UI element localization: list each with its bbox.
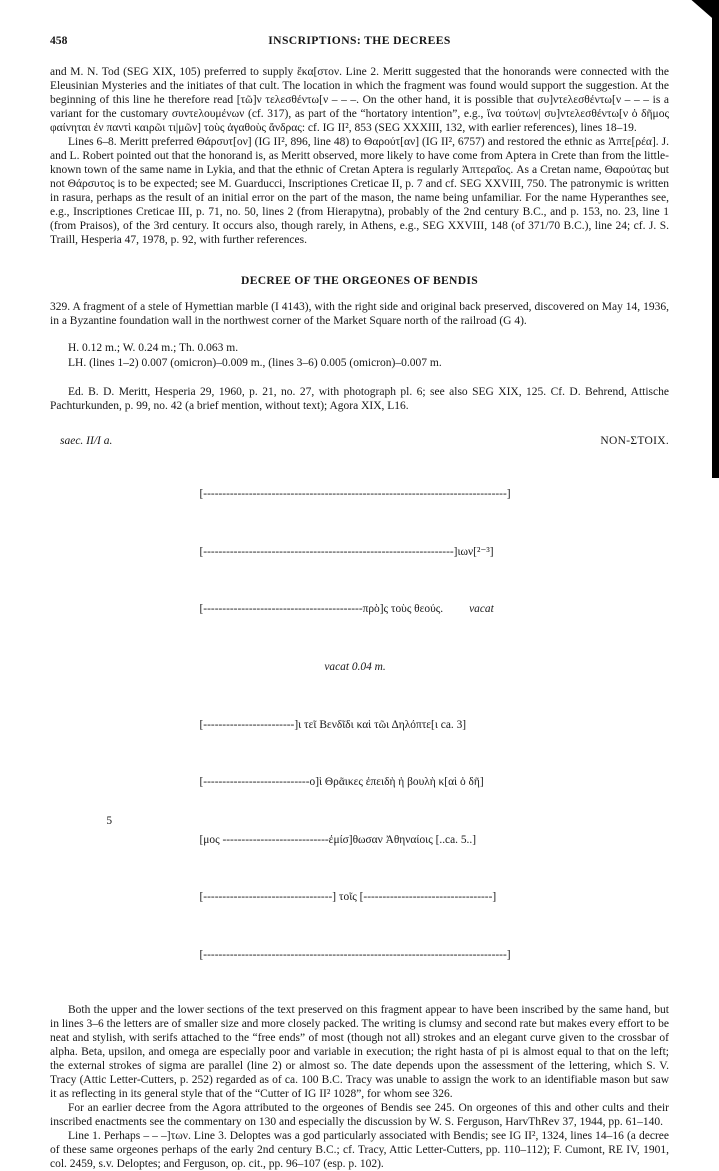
inscription-line: [----------------------------------] τοῖς [----------------------------------]	[199, 891, 497, 904]
commentary-line-notes-paragraph: Line 1. Perhaps – – –]των. Line 3. Deloptes was a god particularly associated with Bendis; see IG II², 1324, lines 14–16 (a decree of these same orgeones perhaps of the early 2nd century B.C.; cf. Tracy, Attic Letter-Cutters, pp. 110–112); F. Cumont, RE IV, 1901, col. 2459, s.v. Deloptes; and Ferguson, op. cit., pp. 96–107 (esp. p. 102).	[50, 1130, 669, 1171]
inscription-line: [--------------------------------------------------------------------------------]	[199, 949, 511, 962]
scan-artifact-right-edge	[712, 0, 719, 478]
page-number: 458	[50, 34, 68, 47]
dimensions-line: H. 0.12 m.; W. 0.24 m.; Th. 0.063 m.	[68, 342, 239, 354]
inscription-line: [--------------------------------------------------------------------------------]	[199, 488, 511, 501]
editions-paragraph: Ed. B. D. Meritt, Hesperia 29, 1960, p. 21, no. 27, with photograph pl. 6; see also SEG XIX, 125. Cf. D. Behrend, Attische Pachturkunden, p. 99, no. 42 (a brief mention, without text); Agora XIX, L16.	[50, 386, 669, 412]
date-row	[50, 434, 669, 448]
inscription-line: [------------------------------------------πρὸ]ς τοὺς θεούς. vacat	[199, 603, 494, 616]
inscription-line: [----------------------------ο]ὶ Θρᾶικες ἐπειδὴ ἡ βουλὴ κ[αὶ ὁ δῆ]	[199, 776, 484, 789]
arrangement-label: NON-ΣΤΟΙΧ.	[600, 435, 669, 447]
vacat-note: vacat	[469, 603, 494, 616]
date-label: saec. II/I a.	[60, 435, 113, 447]
commentary-hand-paragraph: Both the upper and the lower sections of the text preserved on this fragment appear to have been inscribed by the same hand, but in lines 3–6 the letters are of smaller size and more closely packed. The writing is clumsy and second rate but makes every effort to be neat and stylish, with serifs attached to the “free ends” of most (though not all) strokes and an elegant curve given to the crossbar of alpha. Beta, upsilon, and omega are especially poor and variable in execution; the right hasta of pi is almost equal to that on the left; the external strokes of sigma are parallel (line 2) or almost so. The date depends upon the assessment of the lettering, which S. V. Tracy (Attic Letter-Cutters, p. 252) regarded as of ca. 100 B.C. Tracy was unable to assign the work to an identifiable mason but saw it as reflecting in its general style that of the “Cutter of IG II² 1028”, for whom see 326.	[50, 1004, 669, 1101]
paragraph-lines-6-8: Lines 6–8. Meritt preferred Θάρσυτ[ον] (IG II², 896, line 48) to Θαρούτ[αν] (IG II², 6757) and restored the ethnic as Ἀπτε[ρέα]. J. and L. Robert pointed out that the honorand is, as Meritt observed, more likely to have come from Aptera in Crete than from the little-known town of the same name in Lykia, and that the ethnic of Cretan Aptera is regularly Ἀπτεραῖος. As a Cretan name, Θαρούτας but not Θάρσυτος is to be expected; see M. Guarducci, Inscriptiones Creticae II, p. 7 and cf. SEG XXVIII, 750. The patronymic is written in rasura, perhaps as the result of an initial error on the part of the mason, the name being unfamiliar. For the name Hyperanthes see, e.g., Inscriptiones Creticae III, p. 71, no. 50, lines 2 (from Hierapytna), probably of the 2nd century B.C., and p. 153, no. 23, line 1 (from Praisos), of the 3rd century. It occurs also, though rarely, in Athens, e.g., SEG XXVIII, 148 (of 371/70 B.C.), line 24; cf. J. S. Traill, Hesperia 47, 1978, p. 92, with further references.	[50, 136, 669, 246]
running-header	[50, 34, 669, 48]
inscription-line: [------------------------]ι τεῖ Βενδῖδι καὶ τῶι Δηλόπτε[ι ca. 3]	[199, 718, 467, 731]
paragraph-continuation: and M. N. Tod (SEG XIX, 105) preferred to supply ἕκα[στον. Line 2. Meritt suggested that the honorands were connected with the Eleusinian Mysteries and the initiates of that cult. The location in which the fragment was found would support the suggestion. At the beginning of this line he therefore read [τῶ]ν τελεσθέντω[ν – – –. On the other hand, it is possible that συ]ντελεσθέντω[ν – – – is a variant for the customary συντελουμένων (cf. 317), as part of the “hortatory intention”, e.g., ἵνα τούτων| συ]ντελεσθέντω[ν ὁ δῆμος φαίνηται ἐν παντὶ καιρῶι τι|μῶν] τοὺς ἀγαθοὺς ἄνδρας: cf. IG II², 853 (SEG XXXIII, 132, with earlier references), lines 18–19.	[50, 66, 669, 134]
commentary-related-paragraph: For an earlier decree from the Agora attributed to the orgeones of Bendis see 245. On orgeones of this and other cults and their inscribed enactments see the commentary on 130 and especially the discussion by W. S. Ferguson, HarvThRev 37, 1944, pp. 61–140.	[50, 1102, 669, 1129]
inscription-text-block	[106, 466, 536, 984]
inscription-line: 5 [μος ----------------------------ἐμίσ]θωσαν Ἀθηναίοις [..ca. 5..]	[182, 812, 536, 870]
inscription-line: [------------------------------------------------------------------]ιων[²⁻³]	[199, 545, 494, 558]
line-number: 5	[106, 814, 113, 827]
section-heading: DECREE OF THE ORGEONES OF BENDIS	[241, 274, 478, 287]
inscription-vacat-line: vacat 0.04 m.	[324, 661, 386, 674]
entry-329-intro: 329. A fragment of a stele of Hymettian marble (I 4143), with the right side and original back preserved, discovered on May 14, 1936, in a Byzantine foundation wall in the northwest corner of the Market Square north of the railroad (G 4).	[50, 301, 669, 327]
running-title: INSCRIPTIONS: THE DECREES	[268, 34, 451, 47]
letter-heights-line: LH. (lines 1–2) 0.007 (omicron)–0.009 m., (lines 3–6) 0.005 (omicron)–0.007 m.	[68, 357, 442, 369]
